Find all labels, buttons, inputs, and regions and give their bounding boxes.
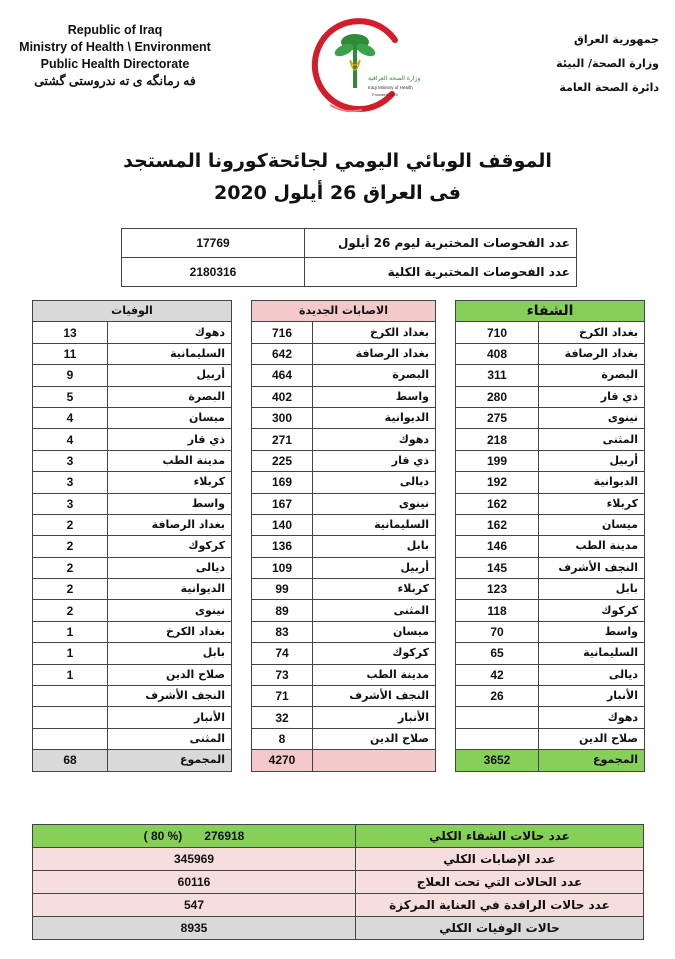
cases-value: 271 <box>252 429 313 450</box>
deaths-total-row <box>33 750 232 771</box>
table-row <box>456 322 645 343</box>
deaths-governorate: المثنى <box>108 728 232 749</box>
table-row <box>33 557 232 578</box>
recoveries-value: 65 <box>456 643 539 664</box>
recoveries-value: 26 <box>456 686 539 707</box>
table-row <box>456 365 645 386</box>
recoveries-value: 42 <box>456 664 539 685</box>
deaths-value: 2 <box>33 600 108 621</box>
deaths-value: 4 <box>33 429 108 450</box>
summary-value-cell <box>33 848 356 871</box>
table-row <box>252 407 436 428</box>
cases-governorate: كربلاء <box>313 579 436 600</box>
cases-value: 89 <box>252 600 313 621</box>
recoveries-value: 280 <box>456 386 539 407</box>
cases-governorate: المثنى <box>313 600 436 621</box>
table-row <box>252 536 436 557</box>
table-row <box>252 429 436 450</box>
cases-value: 716 <box>252 322 313 343</box>
page-title: الموقف الوبائي اليومي لجائحةكورونا المستجد <box>123 150 552 172</box>
deaths-value: 1 <box>33 643 108 664</box>
deaths-value: 2 <box>33 557 108 578</box>
cases-total-label <box>313 750 436 771</box>
total-tests-label: عدد الفحوصات المختبرية الكلية <box>305 258 577 287</box>
table-row <box>33 579 232 600</box>
summary-row <box>33 825 644 848</box>
logo-text-ar: وزارة الصحة العراقية <box>368 75 421 82</box>
table-row <box>456 450 645 471</box>
summary-value-cell <box>33 917 356 940</box>
deaths-value <box>33 686 108 707</box>
cases-value: 464 <box>252 365 313 386</box>
cases-value: 32 <box>252 707 313 728</box>
recoveries-value <box>456 728 539 749</box>
cases-value: 300 <box>252 407 313 428</box>
cases-governorate: ميسان <box>313 621 436 642</box>
deaths-governorate: كربلاء <box>108 472 232 493</box>
cases-header-row <box>252 301 436 322</box>
table-row <box>33 472 232 493</box>
deaths-value <box>33 728 108 749</box>
deaths-governorate: صلاح الدين <box>108 664 232 685</box>
table-row <box>252 322 436 343</box>
table-row <box>252 557 436 578</box>
deaths-governorate: دهوك <box>108 322 232 343</box>
recoveries-header: الشفاء <box>456 301 645 322</box>
cases-value: 109 <box>252 557 313 578</box>
recoveries-governorate: بغداد الكرخ <box>539 322 645 343</box>
table-row <box>456 643 645 664</box>
deaths-governorate: ذي قار <box>108 429 232 450</box>
table-row <box>33 514 232 535</box>
recoveries-value: 70 <box>456 621 539 642</box>
recoveries-governorate: النجف الأشرف <box>539 557 645 578</box>
recoveries-governorate: دهوك <box>539 707 645 728</box>
table-row <box>252 728 436 749</box>
table-row <box>33 322 232 343</box>
table-row <box>252 386 436 407</box>
total-tests-value: 2180316 <box>122 258 305 287</box>
summary-row <box>33 871 644 894</box>
table-row <box>33 686 232 707</box>
daily-tests-value: 17769 <box>122 229 305 258</box>
deaths-governorate: الديوانية <box>108 579 232 600</box>
deaths-value: 3 <box>33 472 108 493</box>
recoveries-governorate: السليمانية <box>539 643 645 664</box>
deaths-value: 4 <box>33 407 108 428</box>
recoveries-governorate: ديالى <box>539 664 645 685</box>
table-row <box>456 386 645 407</box>
recoveries-value: 192 <box>456 472 539 493</box>
recoveries-value: 145 <box>456 557 539 578</box>
header-arabic <box>499 28 659 100</box>
deaths-value: 11 <box>33 343 108 364</box>
summary-value: 60116 <box>177 875 211 889</box>
header-ar-line2: وزارة الصحة/ البيئة <box>556 57 659 70</box>
table-row <box>33 664 232 685</box>
cases-governorate: النجف الأشرف <box>313 686 436 707</box>
cases-value: 136 <box>252 536 313 557</box>
recoveries-value: 162 <box>456 493 539 514</box>
table-row <box>456 621 645 642</box>
lab-tests-table <box>121 228 577 287</box>
deaths-value: 2 <box>33 579 108 600</box>
table-row <box>33 450 232 471</box>
table-row <box>456 728 645 749</box>
deaths-governorate: بغداد الرصافة <box>108 514 232 535</box>
cases-value: 402 <box>252 386 313 407</box>
cases-governorate: الأنبار <box>313 707 436 728</box>
deaths-governorate: الأنبار <box>108 707 232 728</box>
cases-governorate: دهوك <box>313 429 436 450</box>
cases-total-row <box>252 750 436 771</box>
recoveries-governorate: مدينة الطب <box>539 536 645 557</box>
table-row <box>456 557 645 578</box>
cases-value: 71 <box>252 686 313 707</box>
deaths-header-row <box>33 301 232 322</box>
deaths-governorate: نينوى <box>108 600 232 621</box>
deaths-governorate: بغداد الكرخ <box>108 621 232 642</box>
deaths-value: 3 <box>33 450 108 471</box>
deaths-header: الوفيات <box>33 301 232 322</box>
deaths-total-value: 68 <box>33 750 108 771</box>
table-row <box>252 343 436 364</box>
table-row <box>252 579 436 600</box>
daily-tests-row <box>122 229 577 258</box>
summary-value-cell <box>33 825 356 848</box>
recoveries-value <box>456 707 539 728</box>
recoveries-governorate: واسط <box>539 621 645 642</box>
deaths-table <box>32 300 232 772</box>
table-row <box>33 365 232 386</box>
summary-label: عدد حالات الراقدة في العناية المركزة <box>356 894 644 917</box>
daily-tests-label: عدد الفحوصات المختبرية ليوم 26 أيلول <box>305 229 577 258</box>
deaths-governorate: مدينة الطب <box>108 450 232 471</box>
deaths-governorate: النجف الأشرف <box>108 686 232 707</box>
deaths-value: 3 <box>33 493 108 514</box>
table-row <box>456 429 645 450</box>
table-row <box>252 514 436 535</box>
table-row <box>456 493 645 514</box>
recoveries-governorate: نينوى <box>539 407 645 428</box>
new-cases-table <box>251 300 436 772</box>
cases-governorate: البصرة <box>313 365 436 386</box>
cases-header: الاصابات الجديدة <box>252 301 436 322</box>
recoveries-governorate: كركوك <box>539 600 645 621</box>
summary-label: حالات الوفيات الكلي <box>356 917 644 940</box>
recoveries-value: 408 <box>456 343 539 364</box>
table-row <box>252 600 436 621</box>
table-row <box>33 728 232 749</box>
cases-governorate: واسط <box>313 386 436 407</box>
table-row <box>456 536 645 557</box>
recoveries-header-row <box>456 301 645 322</box>
header-ar-line1: جمهورية العراق <box>574 33 659 46</box>
table-row <box>33 600 232 621</box>
table-row <box>252 664 436 685</box>
header-en-line3: Public Health Directorate <box>40 57 190 71</box>
deaths-governorate: واسط <box>108 493 232 514</box>
recoveries-value: 146 <box>456 536 539 557</box>
table-row <box>456 472 645 493</box>
table-row <box>252 493 436 514</box>
recoveries-governorate: ميسان <box>539 514 645 535</box>
recoveries-total-label: المجموع <box>539 750 645 771</box>
cases-governorate: صلاح الدين <box>313 728 436 749</box>
recoveries-value: 123 <box>456 579 539 600</box>
summary-value-cell <box>33 871 356 894</box>
summary-row <box>33 917 644 940</box>
summary-percentage: ( 80 %) <box>143 829 183 843</box>
deaths-value: 1 <box>33 664 108 685</box>
table-row <box>456 600 645 621</box>
deaths-value: 5 <box>33 386 108 407</box>
ministry-logo <box>300 10 421 120</box>
table-row <box>456 707 645 728</box>
summary-label: عدد حالات الشفاء الكلي <box>356 825 644 848</box>
deaths-governorate: البصرة <box>108 386 232 407</box>
recoveries-table <box>455 300 645 772</box>
recoveries-governorate: المثنى <box>539 429 645 450</box>
table-row <box>456 579 645 600</box>
recoveries-value: 162 <box>456 514 539 535</box>
cases-governorate: السليمانية <box>313 514 436 535</box>
table-row <box>33 493 232 514</box>
table-row <box>252 472 436 493</box>
recoveries-value: 199 <box>456 450 539 471</box>
summary-value: 8935 <box>180 921 208 935</box>
deaths-governorate: كركوك <box>108 536 232 557</box>
cases-governorate: نينوى <box>313 493 436 514</box>
recoveries-governorate: الديوانية <box>539 472 645 493</box>
recoveries-governorate: أربيل <box>539 450 645 471</box>
recoveries-value: 710 <box>456 322 539 343</box>
header-english <box>10 22 220 90</box>
cases-governorate: بغداد الكرخ <box>313 322 436 343</box>
deaths-governorate: أربيل <box>108 365 232 386</box>
table-row <box>456 686 645 707</box>
deaths-value <box>33 707 108 728</box>
cases-value: 73 <box>252 664 313 685</box>
summary-value: 345969 <box>173 852 215 866</box>
header-ar-line3: دائرة الصحة العامة <box>559 81 659 94</box>
deaths-value: 9 <box>33 365 108 386</box>
recoveries-governorate: البصرة <box>539 365 645 386</box>
ministry-logo-icon <box>300 10 421 120</box>
cases-governorate: ذي قار <box>313 450 436 471</box>
header-en-line1: Republic of Iraq <box>67 23 163 37</box>
cases-governorate: بغداد الرصافة <box>313 343 436 364</box>
cases-value: 99 <box>252 579 313 600</box>
cases-governorate: ديالى <box>313 472 436 493</box>
recoveries-governorate: ذي قار <box>539 386 645 407</box>
table-row <box>33 536 232 557</box>
table-row <box>252 686 436 707</box>
recoveries-total-row <box>456 750 645 771</box>
cases-governorate: بابل <box>313 536 436 557</box>
deaths-value: 2 <box>33 536 108 557</box>
table-row <box>252 643 436 664</box>
header-kurdish-line: فه رمانگه ی ته ندروستی گشتی <box>34 74 196 88</box>
cases-value: 169 <box>252 472 313 493</box>
cases-total-value: 4270 <box>252 750 313 771</box>
summary-row <box>33 848 644 871</box>
summary-label: عدد الحالات التي تحت العلاج <box>356 871 644 894</box>
table-row <box>252 707 436 728</box>
cases-value: 167 <box>252 493 313 514</box>
table-row <box>33 407 232 428</box>
table-row <box>33 429 232 450</box>
logo-founded: Founded 1920 <box>372 92 398 97</box>
deaths-value: 1 <box>33 621 108 642</box>
deaths-governorate: ديالى <box>108 557 232 578</box>
header-en-line2: Ministry of Health \ Environment <box>19 40 211 54</box>
table-row <box>33 707 232 728</box>
cases-governorate: أربيل <box>313 557 436 578</box>
table-row <box>33 386 232 407</box>
deaths-governorate: بابل <box>108 643 232 664</box>
recoveries-governorate: صلاح الدين <box>539 728 645 749</box>
table-row <box>33 621 232 642</box>
deaths-value: 13 <box>33 322 108 343</box>
deaths-total-label: المجموع <box>108 750 232 771</box>
summary-value-cell <box>33 894 356 917</box>
table-row <box>33 643 232 664</box>
logo-text-en: Iraqi Ministry of Health <box>368 85 413 90</box>
table-row <box>33 343 232 364</box>
cases-value: 8 <box>252 728 313 749</box>
summary-value: 276918 <box>204 829 245 843</box>
recoveries-value: 118 <box>456 600 539 621</box>
recoveries-governorate: بغداد الرصافة <box>539 343 645 364</box>
summary-table <box>32 824 644 940</box>
deaths-governorate: ميسان <box>108 407 232 428</box>
table-row <box>456 407 645 428</box>
cases-governorate: كركوك <box>313 643 436 664</box>
page-subtitle: فى العراق 26 أيلول 2020 <box>214 182 461 204</box>
table-row <box>456 343 645 364</box>
recoveries-total-value: 3652 <box>456 750 539 771</box>
total-tests-row <box>122 258 577 287</box>
deaths-governorate: السليمانية <box>108 343 232 364</box>
recoveries-value: 218 <box>456 429 539 450</box>
summary-row <box>33 894 644 917</box>
table-row <box>456 514 645 535</box>
recoveries-governorate: الأنبار <box>539 686 645 707</box>
cases-value: 83 <box>252 621 313 642</box>
cases-value: 642 <box>252 343 313 364</box>
summary-label: عدد الإصابات الكلي <box>356 848 644 871</box>
table-row <box>456 664 645 685</box>
cases-governorate: الديوانية <box>313 407 436 428</box>
recoveries-governorate: بابل <box>539 579 645 600</box>
cases-value: 74 <box>252 643 313 664</box>
table-row <box>252 365 436 386</box>
cases-value: 225 <box>252 450 313 471</box>
cases-value: 140 <box>252 514 313 535</box>
recoveries-value: 311 <box>456 365 539 386</box>
recoveries-governorate: كربلاء <box>539 493 645 514</box>
summary-value: 547 <box>183 898 205 912</box>
table-row <box>252 621 436 642</box>
deaths-value: 2 <box>33 514 108 535</box>
cases-governorate: مدينة الطب <box>313 664 436 685</box>
table-row <box>252 450 436 471</box>
recoveries-value: 275 <box>456 407 539 428</box>
